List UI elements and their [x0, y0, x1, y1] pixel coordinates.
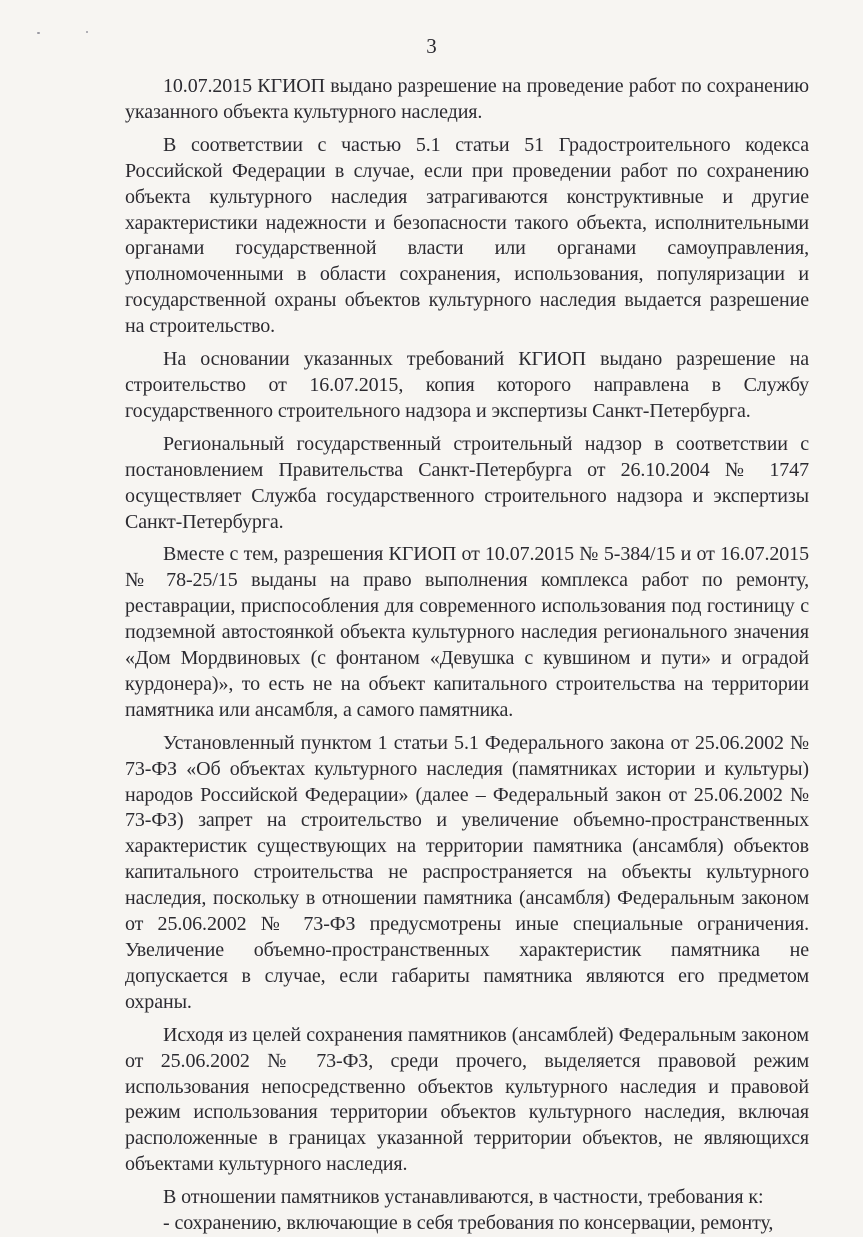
- paragraph: 10.07.2015 КГИОП выдано разрешение на проведение работ по сохранению указанного объекта культурного наследия.: [125, 75, 809, 123]
- document-body: [125, 74, 809, 1237]
- paragraph: На основании указанных требований КГИОП выдано разрешение на строительство от 16.07.2015, копия которого направлена в Службу государственного строительного надзора и экспертизы Санкт-Петербурга.: [125, 348, 809, 422]
- page-number: 3: [426, 34, 437, 58]
- paragraph: В отношении памятников устанавливаются, в частности, требования к:: [163, 1186, 764, 1209]
- paragraph: В соответствии с частью 5.1 статьи 51 Градостроительного кодекса Российской Федерации в случае, если при проведении работ по сохранению объекта культурного наследия затрагиваются конструктивные и другие характеристики надежности и безопасности такого объекта, исполнительными органами государственной власти или органами самоуправления, уполномоченными в области сохранения, использования, популяризации и государственной охраны объектов культурного наследия выдается разрешение на строительство.: [125, 133, 809, 338]
- paragraph: Установленный пунктом 1 статьи 5.1 Федерального закона от 25.06.2002 № 73-ФЗ «Об объектах культурного наследия (памятниках истории и культуры) народов Российской Федерации» (далее – Федеральный закон от 25.06.2002 № 73-ФЗ) запрет на строительство и увеличение объемно-пространственных характеристик существующих на территории памятника (ансамбля) объектов капитального строительства не распространяется на объекты культурного наследия, поскольку в отношении памятника (ансамбля) Федеральным законом от 25.06.2002 № 73-ФЗ предусмотрены иные специальные ограничения. Увеличение объемно-пространственных характеристик памятника не допускается в случае, если габариты памятника являются его предметом охраны.: [125, 731, 809, 1013]
- paragraph: Региональный государственный строительный надзор в соответствии с постановлением Правительства Санкт-Петербурга от 26.10.2004 № 1747 осуществляет Служба государственного строительного надзора и экспертизы Санкт-Петербурга.: [125, 432, 809, 533]
- scan-speck: [86, 31, 88, 33]
- paragraph: Вместе с тем, разрешения КГИОП от 10.07.2015 № 5-384/15 и от 16.07.2015 № 78-25/15 выданы на право выполнения комплекса работ по ремонту, реставрации, приспособления для современного использования под гостиницу с подземной автостоянкой объекта культурного наследия регионального значения «Дом Мордвиновых (с фонтаном «Девушка с кувшином и пути» и оградой курдонера)», то есть не на объект капитального строительства на территории памятника или ансамбля, а самого памятника.: [125, 543, 809, 721]
- paragraph: Исходя из целей сохранения памятников (ансамблей) Федеральным законом от 25.06.2002 № 73-ФЗ, среди прочего, выделяется правовой режим использования непосредственно объектов культурного наследия и правовой режим использования территории объектов культурного наследия, включая расположенные в границах указанной территории объектов, не являющихся объектами культурного наследия.: [125, 1023, 809, 1176]
- paragraph: - сохранению, включающие в себя требования по консервации, ремонту,: [163, 1212, 774, 1235]
